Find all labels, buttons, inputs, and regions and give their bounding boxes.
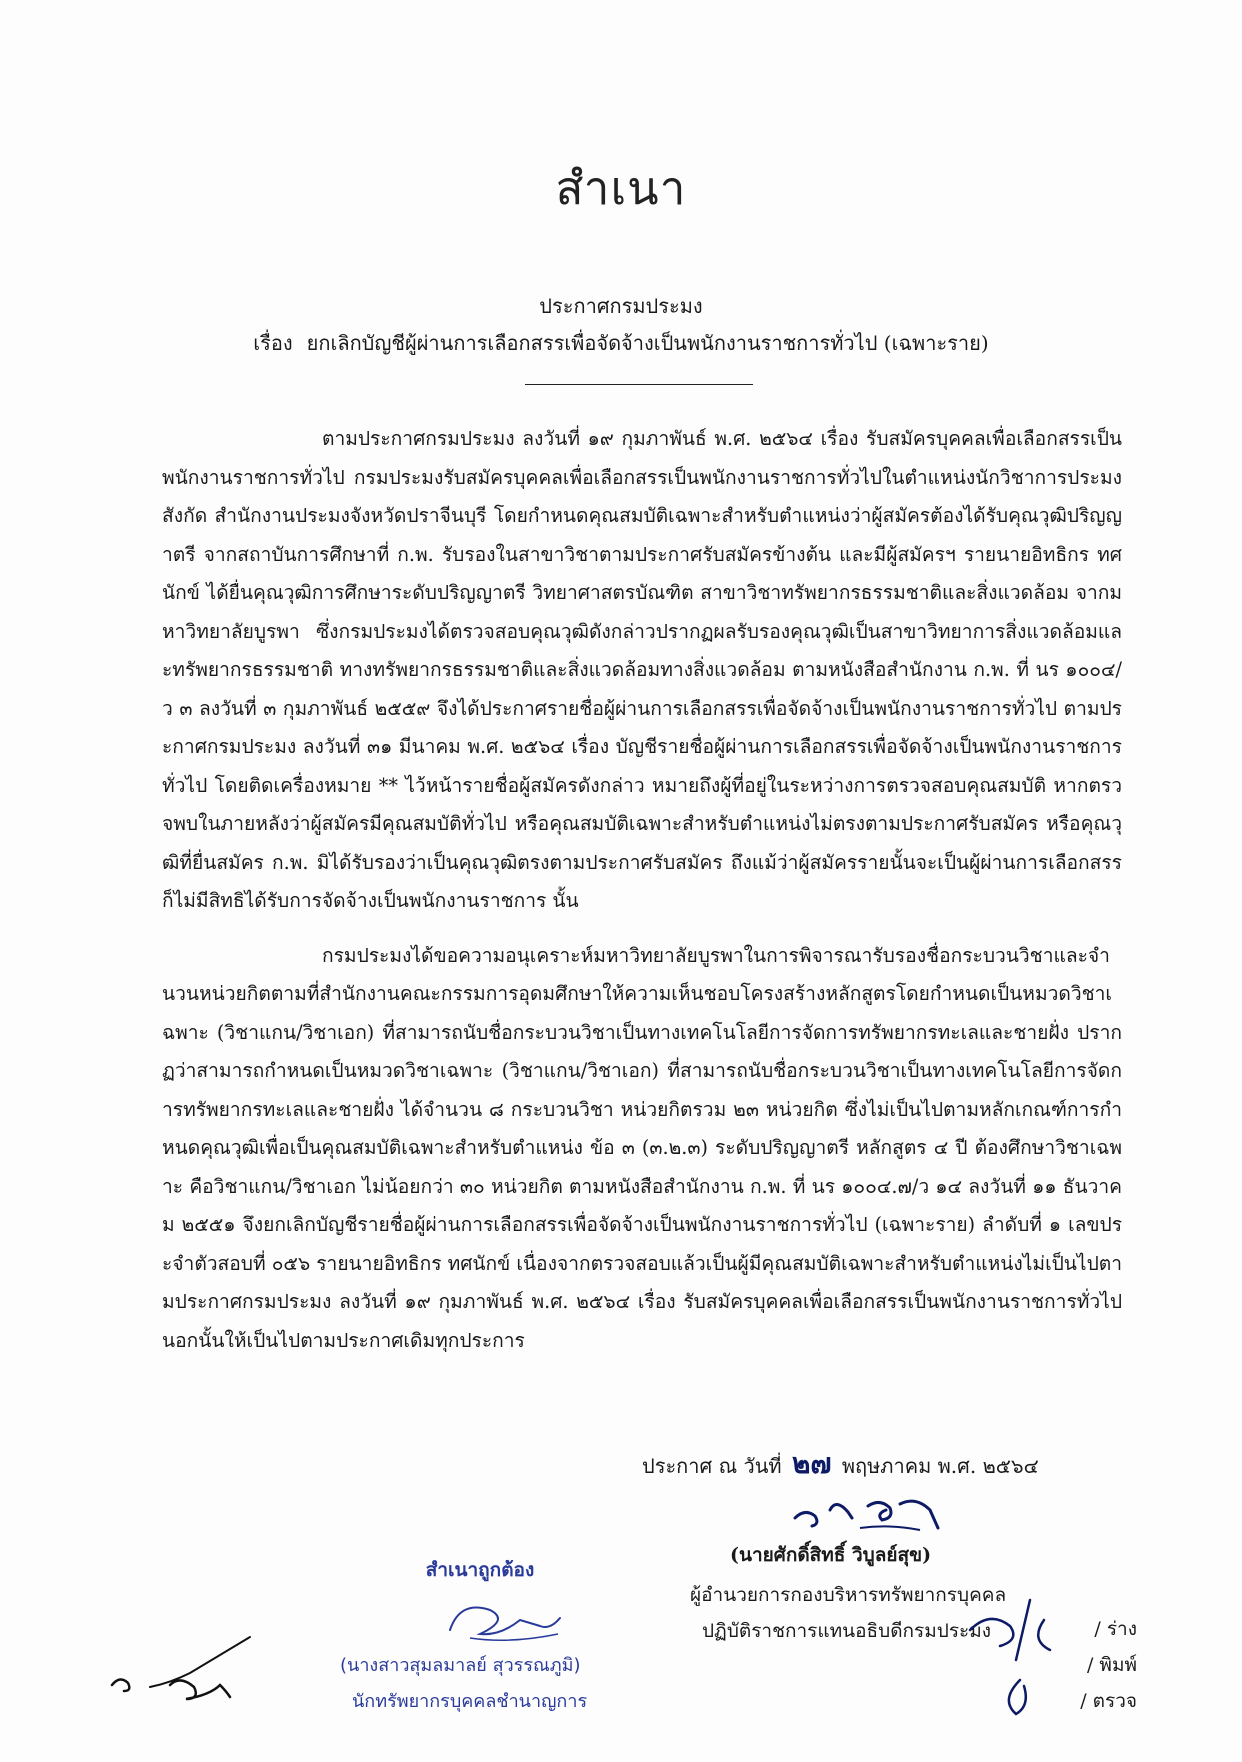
date-prefix: ประกาศ ณ วันที่: [642, 1454, 782, 1478]
document-body: [162, 420, 1122, 1376]
certified-copy-stamp: [350, 1555, 630, 1585]
bottom-left-initials: [100, 1625, 290, 1715]
certified-copy-title: สำเนาถูกต้อง: [425, 1559, 535, 1581]
certifier-name: (นางสาวสุมลมาลย์ สุวรรณภูมิ): [340, 1655, 581, 1676]
certifier-position: นักทรัพยากรบุคคลชำนาญการ: [352, 1691, 588, 1712]
date-suffix: พฤษภาคม พ.ศ. ๒๕๖๔: [841, 1454, 1039, 1478]
check-review: / ตรวจ: [1080, 1690, 1137, 1712]
check-print: / พิมพ์: [1086, 1654, 1137, 1676]
announcement-date: [642, 1442, 1039, 1486]
check-draft: / ร่าง: [1094, 1618, 1137, 1640]
signer-position: ผู้อำนวยการกองบริหารทรัพยากรบุคคล: [690, 1584, 1007, 1606]
subject-text: ยกเลิกบัญชีผู้ผ่านการเลือกสรรเพื่อจัดจ้างเป็นพนักงานราชการทั่วไป (เฉพาะราย): [306, 331, 989, 355]
signer-signature: [790, 1488, 960, 1548]
signer-acting-position: ปฏิบัติราชการแทนอธิบดีกรมประมง: [702, 1620, 992, 1642]
announcement-subject: [0, 327, 1242, 359]
date-day-handwritten: ๒๗: [791, 1447, 832, 1480]
subject-label: เรื่อง: [253, 331, 293, 355]
body-paragraph-1: ตามประกาศกรมประมง ลงวันที่ ๑๙ กุมภาพันธ์ พ.ศ. ๒๕๖๔ เรื่อง รับสมัครบุคคลเพื่อเลือกสรรเป็นพนักงานราชการทั่วไป กรมประมงรับสมัครบุคคลเพื่อเลือกสรรเป็นพนักงานราชการทั่วไปในตำแหน่งนักวิชาการประมง สังกัด สำนักงานประมงจังหวัดปราจีนบุรี โดยกำหนดคุณสมบัติเฉพาะสำหรับตำแหน่งว่าผู้สมัครต้องได้รับคุณวุฒิปริญญาตรี จากสถาบันการศึกษาที่ ก.พ. รับรองในสาขาวิชาตามประกาศรับสมัครข้างต้น และมีผู้สมัครฯ รายนายอิทธิกร ทศนักข์ ได้ยื่นคุณวุฒิการศึกษาระดับปริญญาตรี วิทยาศาสตรบัณฑิต สาขาวิชาทรัพยากรธรรมชาติและสิ่งแวดล้อม จากมหาวิทยาลัยบูรพา ซึ่งกรมประมงได้ตรวจสอบคุณวุฒิดังกล่าวปรากฏผลรับรองคุณวุฒิเป็นสาขาวิทยาการสิ่งแวดล้อมและทรัพยากรธรรมชาติ ทางทรัพยากรธรรมชาติและสิ่งแวดล้อมทางสิ่งแวดล้อม ตามหนังสือสำนักงาน ก.พ. ที่ นร ๑๐๐๔/ว ๓ ลงวันที่ ๓ กุมภาพันธ์ ๒๕๕๙ จึงได้ประกาศรายชื่อผู้ผ่านการเลือกสรรเพื่อจัดจ้างเป็นพนักงานราชการทั่วไป ตามประกาศกรมประมง ลงวันที่ ๓๑ มีนาคม พ.ศ. ๒๕๖๔ เรื่อง บัญชีรายชื่อผู้ผ่านการเลือกสรรเพื่อจัดจ้างเป็นพนักงานราชการทั่วไป โดยติดเครื่องหมาย ** ไว้หน้ารายชื่อผู้สมัครดังกล่าว หมายถึงผู้ที่อยู่ในระหว่างการตรวจสอบคุณสมบัติ หากตรวจพบในภายหลังว่าผู้สมัครมีคุณสมบัติทั่วไป หรือคุณสมบัติเฉพาะสำหรับตำแหน่งไม่ตรงตามประกาศรับสมัคร หรือคุณวุฒิที่ยื่นสมัคร ก.พ. มิได้รับรองว่าเป็นคุณวุฒิตรงตามประกาศรับสมัคร ถึงแม้ว่าผู้สมัครรายนั้นจะเป็นผู้ผ่านการเลือกสรรก็ไม่มีสิทธิได้รับการจัดจ้างเป็นพนักงานราชการ นั้น: [162, 427, 1122, 912]
copy-stamp: สำเนา: [555, 161, 687, 215]
body-paragraph-2: กรมประมงได้ขอความอนุเคราะห์มหาวิทยาลัยบูรพาในการพิจารณารับรองชื่อกระบวนวิชาและจำนวนหน่วยกิตตามที่สำนักงานคณะกรรมการอุดมศึกษาให้ความเห็นชอบโครงสร้างหลักสูตรโดยกำหนดเป็นหมวดวิชาเฉพาะ (วิชาแกน/วิชาเอก) ที่สามารถนับชื่อกระบวนวิชาเป็นทางเทคโนโลยีการจัดการทรัพยากรทะเลและชายฝั่ง ปรากฏว่าสามารถกำหนดเป็นหมวดวิชาเฉพาะ (วิชาแกน/วิชาเอก) ที่สามารถนับชื่อกระบวนวิชาเป็นทางเทคโนโลยีการจัดการทรัพยากรทะเลและชายฝั่ง ได้จำนวน ๘ กระบวนวิชา หน่วยกิตรวม ๒๓ หน่วยกิต ซึ่งไม่เป็นไปตามหลักเกณฑ์การกำหนดคุณวุฒิเพื่อเป็นคุณสมบัติเฉพาะสำหรับตำแหน่ง ข้อ ๓ (๓.๒.๓) ระดับปริญญาตรี หลักสูตร ๔ ปี ต้องศึกษาวิชาเฉพาะ คือวิชาแกน/วิชาเอก ไม่น้อยกว่า ๓๐ หน่วยกิต ตามหนังสือสำนักงาน ก.พ. ที่ นร ๑๐๐๔.๗/ว ๑๔ ลงวันที่ ๑๑ ธันวาคม ๒๕๕๑ จึงยกเลิกบัญชีรายชื่อผู้ผ่านการเลือกสรรเพื่อจัดจ้างเป็นพนักงานราชการทั่วไป (เฉพาะราย) ลำดับที่ ๑ เลขประจำตัวสอบที่ ๐๕๖ รายนายอิทธิกร ทศนักข์ เนื่องจากตรวจสอบแล้วเป็นผู้มีคุณสมบัติเฉพาะสำหรับตำแหน่งไม่เป็นไปตามประกาศกรมประมง ลงวันที่ ๑๙ กุมภาพันธ์ พ.ศ. ๒๕๖๔ เรื่อง รับสมัครบุคคลเพื่อเลือกสรรเป็นพนักงานราชการทั่วไป นอกนั้นให้เป็นไปตามประกาศเดิมทุกประการ: [162, 943, 1122, 1352]
announcement-agency: ประกาศกรมประมง: [539, 294, 703, 318]
certifier-signature: [440, 1590, 570, 1650]
header-divider: [525, 384, 753, 385]
signer-name: (นายศักดิ์สิทธิ์ วิบูลย์สุข): [730, 1544, 932, 1566]
